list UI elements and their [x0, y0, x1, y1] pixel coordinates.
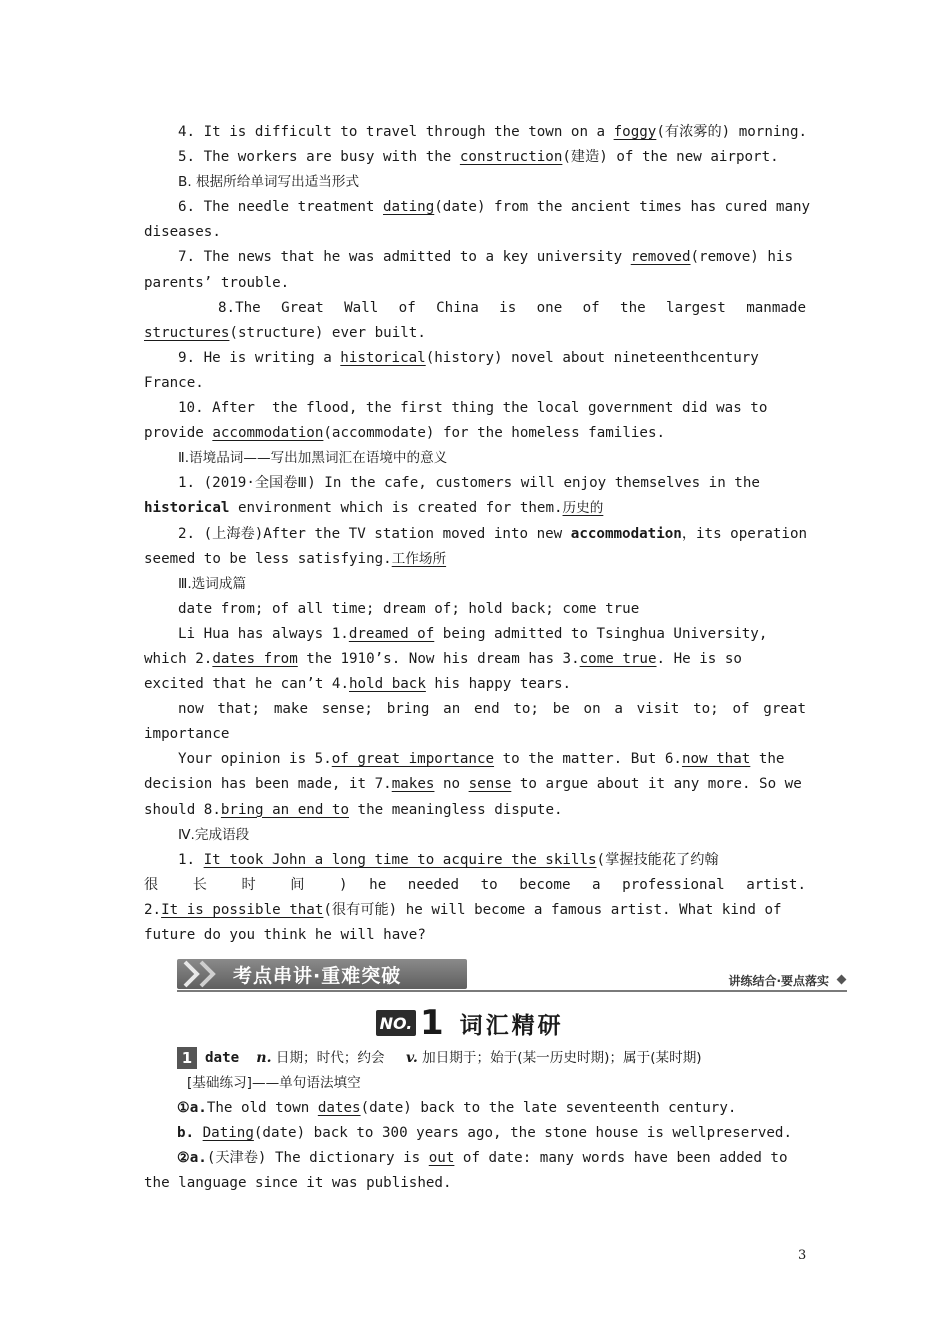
- answer-blank: bring an end to: [220, 801, 349, 818]
- paragraph-line-3: 2.It is possible that(很有可能) he will become a famous artist. What kind of: [144, 901, 782, 918]
- section-no-badge: NO.: [376, 1010, 416, 1036]
- passage-line-1: Li Hua has always 1.dreamed of being admitted to Tsinghua University,: [178, 625, 768, 642]
- answer-blank: of great importance: [331, 751, 495, 768]
- section-iii-heading: Ⅲ.选词成篇: [178, 575, 247, 592]
- section-b-heading: B. 根据所给单词写出适当形式: [178, 174, 360, 191]
- answer-blank: structures: [144, 324, 230, 341]
- exercise-content: [144, 120, 811, 948]
- context-line-2-cont: seemed to be less satisfying.工作场所: [144, 550, 447, 567]
- exercise-line-8-cont: structures(structure) ever built.: [144, 324, 426, 341]
- exercise-line-7: 7. The news that he was admitted to a key university removed(remove) his: [178, 249, 794, 266]
- passage-line-2: which 2.dates from the 1910’s. Now his dream has 3.come true. He is so: [144, 650, 742, 667]
- section-iv-heading: Ⅳ.完成语段: [178, 826, 250, 843]
- exercise-line-9: 9. He is writing a historical(history) novel about nineteenthcentury: [178, 349, 759, 366]
- answer-blank: accommodation: [212, 425, 324, 442]
- passage2-line-3: should 8.bring an end to the meaningless dispute.: [144, 801, 563, 818]
- phrase-list-2: now that; make sense; bring an end to; be on a visit to; of great: [178, 701, 806, 718]
- banner-title: 考点串讲·重难突破: [233, 965, 402, 987]
- diamond-icon: [837, 975, 847, 985]
- practice-line-1b: b. Dating(date) back to 300 years ago, the stone house is wellpreserved.: [177, 1125, 792, 1142]
- answer-blank: construction: [459, 149, 563, 166]
- phrase-list-2-cont: importance: [144, 726, 230, 743]
- answer-blank: Dating: [202, 1125, 254, 1142]
- answer-blank: makes: [391, 776, 435, 793]
- section-banner: [177, 957, 847, 994]
- phrase-list-1: date from; of all time; dream of; hold back; come true: [178, 600, 640, 617]
- answer-blank: historical: [340, 349, 426, 366]
- chevron-right-icon: [199, 960, 217, 988]
- vocab-word: date: [205, 1050, 240, 1066]
- section-heading: [376, 1005, 564, 1041]
- answer-blank: hold back: [349, 676, 426, 693]
- section-ii-heading: Ⅱ.语境品词——写出加黑词汇在语境中的意义: [178, 450, 448, 467]
- section-number: 1: [420, 1003, 444, 1043]
- exercise-line-9-cont: France.: [144, 374, 204, 391]
- passage2-line-1: Your opinion is 5.of great importance to the matter. But 6.now that the: [178, 751, 785, 768]
- banner-subtitle: 讲练结合·要点落实: [728, 974, 829, 988]
- passage-line-3: excited that he can’t 4.hold back his happy tears.: [144, 676, 572, 693]
- answer-blank: sense: [468, 776, 512, 793]
- vocab-definition: 1 date n. 日期；时代；约会 v. 加日期于；始于(某一历史时期)；属于(某时期): [177, 1046, 807, 1071]
- answer-blank: foggy: [613, 124, 657, 140]
- page-number: 3: [798, 1248, 807, 1263]
- answer-blank: 历史的: [562, 500, 604, 517]
- context-line-1-cont: historical environment which is created for them.历史的: [144, 500, 604, 517]
- answer-blank: It took John a long time to acquire the skills: [203, 851, 597, 868]
- passage2-line-2: decision has been made, it 7.makes no sense to argue about it any more. So we: [144, 776, 802, 793]
- exercise-line-8: 8.The Great Wall of China is one of the largest manmade: [218, 299, 806, 316]
- answer-blank: 工作场所: [391, 550, 447, 567]
- exercise-line-7-cont: parents’ trouble.: [144, 274, 290, 291]
- answer-blank: come true: [579, 650, 657, 667]
- answer-blank: removed: [630, 249, 691, 266]
- paragraph-line-2: 很 长 时 间 ) he needed to become a professional artist.: [144, 876, 806, 893]
- paragraph-line-4: future do you think he will have?: [144, 927, 426, 943]
- exercise-line-6: 6. The needle treatment dating(date) from the ancient times has cured many: [178, 199, 811, 216]
- banner-divider: [177, 990, 847, 992]
- answer-blank: dating: [383, 199, 435, 216]
- exercise-line-5: 5. The workers are busy with the construction(建造) of the new airport.: [178, 149, 779, 166]
- answer-blank: dates: [317, 1100, 361, 1117]
- practice-heading: [基础练习]——单句语法填空: [187, 1075, 361, 1092]
- exercise-line-6-cont: diseases.: [144, 224, 221, 241]
- answer-blank: dates from: [212, 650, 298, 667]
- exercise-line-4: 4. It is difficult to travel through the town on a foggy(有浓雾的) morning.: [178, 124, 808, 140]
- answer-blank: dreamed of: [348, 625, 435, 642]
- practice-line-2a: ②a.(天津卷) The dictionary is out of date: many words have been added to: [177, 1150, 788, 1167]
- exercise-line-10: 10. After the flood, the first thing the local government did was to: [178, 400, 768, 417]
- paragraph-line-1: 1. It took John a long time to acquire the skills(掌握技能花了约翰: [178, 851, 719, 868]
- context-line-1: 1. (2019·全国卷Ⅲ) In the cafe, customers will enjoy themselves in the: [178, 475, 760, 492]
- answer-blank: It is possible that: [161, 901, 324, 918]
- section-title: 词汇精研: [459, 1012, 564, 1039]
- practice-line-2a-cont: the language since it was published.: [144, 1175, 452, 1192]
- exercise-line-10-cont: provide accommodation(accommodate) for the homeless families.: [144, 425, 666, 442]
- answer-blank: now that: [681, 751, 751, 768]
- context-line-2: 2. (上海卷)After the TV station moved into new accommodation，its operation: [178, 525, 808, 542]
- vocab-number-badge: 1: [177, 1047, 197, 1069]
- practice-line-1a: ①a.The old town dates(date) back to the late seventeenth century.: [177, 1100, 737, 1117]
- answer-blank: out: [428, 1150, 455, 1167]
- vocabulary-entry: [144, 1046, 807, 1197]
